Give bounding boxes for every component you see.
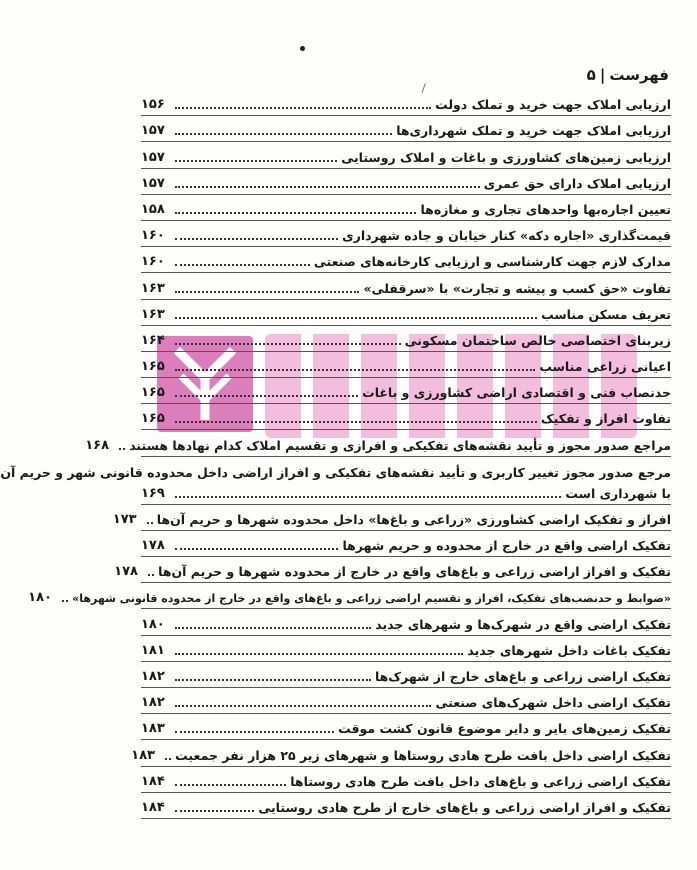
toc-entry[interactable] xyxy=(141,378,671,404)
dot-leader xyxy=(175,316,537,319)
toc-entry-page: ۱۸۲ xyxy=(141,695,165,711)
toc-entry[interactable] xyxy=(141,714,671,740)
toc-entry-title: تفاوت «حق کسب و پیشه و تجارت» با «سرقفلی» xyxy=(363,280,671,296)
toc-entry-page: ۱۶۴ xyxy=(141,332,165,348)
dot-leader xyxy=(148,573,154,576)
toc-entry-page: ۱۸۳ xyxy=(131,747,155,763)
toc-entry-line xyxy=(141,486,671,501)
dot-leader xyxy=(175,626,371,629)
toc-entry[interactable] xyxy=(141,688,671,714)
toc-entry-title: مرجع صدور مجوز تغییر کاربری و تأیید نقشه‌های تفکیکی و افراز اراضی داخل محدوده قانونی شهر و حریم آن xyxy=(0,464,671,480)
toc-entry-title: تفکیک اراضی زراعی و باغ‌های خارج از شهرک‌ها xyxy=(374,668,671,684)
dot-leader xyxy=(175,809,254,812)
header-separator: | xyxy=(599,66,606,84)
toc-entry[interactable] xyxy=(141,609,671,635)
toc-entry-page: ۱۸۴ xyxy=(141,799,165,815)
toc-entry-page: ۱۶۵ xyxy=(141,385,165,401)
toc-entry-title: قیمت‌گذاری «اجاره دکه» کنار خیابان و جاده شهرداری xyxy=(342,228,671,244)
toc-entry-page: ۱۷۸ xyxy=(141,538,165,553)
toc-entry-title: تفکیک باغات داخل شهرهای جدید xyxy=(467,642,671,658)
dot-leader xyxy=(175,730,334,733)
dot-leader xyxy=(147,521,153,524)
toc-entry-page: ۱۶۹ xyxy=(141,485,165,501)
toc-entry-title: تفکیک اراضی واقع در خارج از محدوده و حریم شهرها xyxy=(342,538,671,553)
toc-entry[interactable] xyxy=(131,740,671,766)
toc-entry-page: ۱۵۷ xyxy=(141,123,165,139)
toc-entry[interactable] xyxy=(141,767,671,793)
toc-entry[interactable] xyxy=(141,169,671,195)
toc-entry-page: ۱۶۸ xyxy=(85,437,110,453)
toc-entry[interactable] xyxy=(141,404,671,430)
dot-leader xyxy=(175,132,392,135)
toc-entry[interactable] xyxy=(28,583,671,609)
toc-entry-page: ۱۵۸ xyxy=(141,201,165,217)
toc-entry-page: ۱۸۳ xyxy=(141,721,165,737)
toc-entry-page: ۱۶۳ xyxy=(141,306,165,322)
dot-leader xyxy=(175,420,537,423)
toc-entry[interactable] xyxy=(85,430,671,456)
toc-entry-title-continued: با شهرداری است xyxy=(565,485,671,501)
dot-leader xyxy=(175,678,371,681)
toc-entry-page: ۱۸۱ xyxy=(141,642,165,658)
dot-leader xyxy=(175,159,337,162)
table-of-contents xyxy=(0,90,671,819)
toc-entry-page: ۱۸۰ xyxy=(28,590,52,606)
dot-leader xyxy=(175,652,463,655)
toc-entry[interactable] xyxy=(141,90,671,116)
toc-entry-page: ۱۸۴ xyxy=(141,773,165,789)
toc-entry[interactable] xyxy=(112,505,671,531)
dot-leader xyxy=(175,342,401,345)
toc-entry-title: اعیانی زراعی مناسب xyxy=(539,359,671,375)
dot-leader xyxy=(165,757,171,760)
dot-leader xyxy=(119,447,125,450)
toc-entry[interactable] xyxy=(141,326,671,352)
toc-entry-title: تفاوت افراز و تفکیک xyxy=(540,411,671,427)
toc-entry-title: افراز و تفکیک اراضی کشاورزی «زراعی و باغ‌ها» داخل محدوده شهرها و حریم آن‌ها xyxy=(156,511,671,527)
ink-dot xyxy=(300,46,305,51)
dot-leader xyxy=(175,368,535,371)
toc-entry-title: «ضوابط و حدنصب‌های تفکیک، افراز و تقسیم اراضی زراعی و باغ‌های واقع در خارج از محدوده قانونی شهرها» xyxy=(72,592,671,606)
toc-entry-page: ۱۷۸ xyxy=(114,564,138,580)
toc-entry-page: ۱۶۰ xyxy=(141,228,165,244)
toc-entry-title: ارزیابی زمین‌های کشاورزی و باغات و املاک روستایی xyxy=(341,149,671,165)
toc-entry-line xyxy=(0,464,671,480)
toc-entry[interactable] xyxy=(141,300,671,326)
toc-entry[interactable] xyxy=(141,221,671,247)
toc-entry-title: تفکیک اراضی زراعی و باغ‌های داخل بافت طرح هادی روستاها xyxy=(290,773,671,789)
toc-entry-title: ارزیابی املاک دارای حق عمری xyxy=(483,175,671,191)
toc-entry-title: مدارک لازم جهت کارشناسی و ارزیابی کارخانه‌های صنعتی xyxy=(313,254,671,270)
dot-leader xyxy=(175,547,338,550)
toc-entry-page: ۱۸۲ xyxy=(141,668,165,684)
header-title: فهرست xyxy=(609,66,669,84)
toc-entry[interactable] xyxy=(114,557,671,583)
toc-entry[interactable] xyxy=(141,531,671,557)
toc-entry[interactable] xyxy=(141,273,671,299)
toc-entry-title: تفکیک و افراز اراضی زراعی و باغ‌های واقع در خارج از محدوده شهرها و حریم آن‌ها xyxy=(158,564,671,580)
toc-entry-page: ۱۸۰ xyxy=(141,616,165,632)
toc-entry-title: تعیین اجاره‌بها واحدهای تجاری و مغازه‌ها xyxy=(420,201,671,217)
toc-entry-title: ارزیابی املاک جهت خرید و تملک شهرداری‌ها xyxy=(396,123,671,139)
page-header xyxy=(587,66,669,84)
toc-entry[interactable] xyxy=(141,793,671,819)
toc-entry-page: ۱۵۷ xyxy=(141,175,165,191)
toc-entry-title: مراجع صدور مجوز و تأیید نقشه‌های تفکیکی و افرازی و تقسیم املاک کدام نهادها هستند xyxy=(129,437,671,453)
dot-leader xyxy=(175,495,561,498)
toc-entry[interactable] xyxy=(141,116,671,142)
toc-entry-page: ۱۶۳ xyxy=(141,280,165,296)
toc-entry[interactable] xyxy=(141,662,671,688)
toc-entry[interactable] xyxy=(141,142,671,168)
toc-entry-page: ۱۵۷ xyxy=(141,149,165,165)
dot-leader xyxy=(175,237,338,240)
toc-entry-page: ۱۷۳ xyxy=(112,511,137,527)
toc-entry-title: زیربنای اختصاصی خالص ساختمان مسکونی xyxy=(404,332,671,348)
toc-entry-title: ارزیابی املاک جهت خرید و تملک دولت xyxy=(435,97,671,113)
dot-leader xyxy=(175,263,310,266)
toc-entry-title: تفکیک اراضی داخل شهرک‌های صنعتی xyxy=(435,695,671,711)
toc-entry[interactable] xyxy=(141,352,671,378)
toc-entry[interactable] xyxy=(0,457,671,505)
toc-entry-title: تفکیک اراضی واقع در شهرک‌ها و شهرهای جدید xyxy=(375,616,671,632)
toc-entry-title: تفکیک و افراز اراضی زراعی و باغ‌های خارج از طرح هادی روستایی xyxy=(258,799,671,815)
toc-entry-title: تفکیک اراضی داخل بافت طرح هادی روستاها و شهرهای زیر ۲۵ هزار نفر جمعیت xyxy=(175,747,671,763)
dot-leader xyxy=(175,394,358,397)
toc-entry-page: ۱۶۵ xyxy=(141,411,165,427)
dot-leader xyxy=(175,290,359,293)
dot-leader xyxy=(175,783,286,786)
toc-entry-page: ۱۶۰ xyxy=(141,254,165,270)
toc-entry-title: تفکیک زمین‌های بایر و دایر موضوع قانون کشت موقت xyxy=(338,721,671,737)
dot-leader xyxy=(175,185,480,188)
dot-leader xyxy=(175,704,431,707)
toc-entry-title: تعریف مسکن مناسب xyxy=(541,306,671,322)
toc-entry-page: ۱۵۶ xyxy=(141,97,165,113)
dot-leader xyxy=(175,211,416,214)
toc-entry[interactable] xyxy=(141,636,671,662)
toc-entry[interactable] xyxy=(141,247,671,273)
toc-entry-page: ۱۶۵ xyxy=(141,359,165,375)
dot-leader xyxy=(62,599,68,602)
dot-leader xyxy=(175,106,431,109)
toc-entry[interactable] xyxy=(141,195,671,221)
header-page-number: ۵ xyxy=(586,66,596,84)
toc-entry-title: حدنصاب فنی و اقتصادی اراضی کشاورزی و باغات xyxy=(362,385,671,401)
